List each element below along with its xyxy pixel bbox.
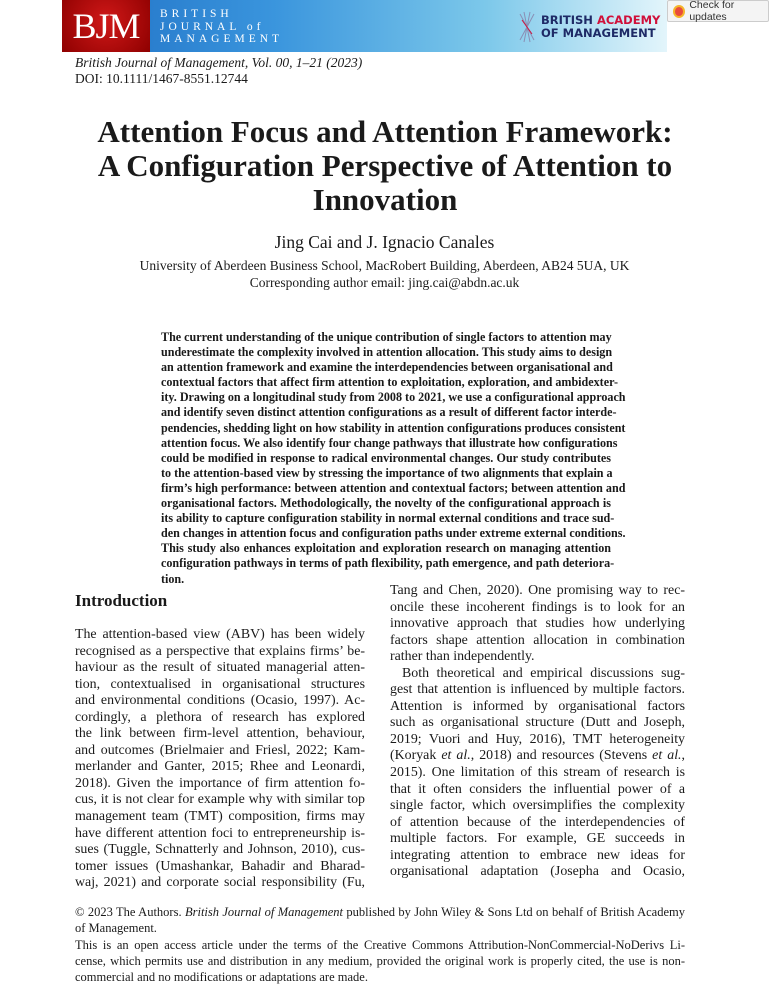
body-line: and environmental conditions (Ocasio, 1997). Ac- xyxy=(75,693,365,709)
journal-citation: British Journal of Management, Vol. 00, 1–21 (2023) xyxy=(75,55,363,70)
abstract-line: could be modified in response to radical environmental changes. Our study contributes xyxy=(161,450,611,465)
body-line: single factor, which oversimplifies the complexity xyxy=(390,798,685,814)
abstract-line: to the attention-based view by stressing the importance of two alignments that explain a xyxy=(161,465,613,480)
title-line: Attention Focus and Attention Framework: xyxy=(97,114,673,149)
body-line: Tang and Chen, 2020). One promising way to rec- xyxy=(390,583,685,598)
body-line: that it often considers the influential power of a xyxy=(390,781,685,797)
affiliation: University of Aberdeen Business School, MacRobert Building, Aberdeen, AB24 5UA, UK xyxy=(139,258,630,273)
body-line: integrating attention to embrace new ideas for xyxy=(390,847,685,863)
check-updates-label: Check for updates xyxy=(689,0,735,23)
body-line: gest that attention is influenced by multiple factors. xyxy=(390,682,685,698)
body-line: recognised as a perspective that explains firms’ be- xyxy=(75,643,365,659)
abstract-line: its ability to capture configuration stability in normal external conditions and trace sud- xyxy=(161,511,615,526)
license-footer xyxy=(75,904,685,985)
body-line: (Koryak et al., 2018) and resources (Stevens et al., xyxy=(390,748,686,764)
body-line: 2019; Vuori and Huy, 2016), TMT heterogeneity xyxy=(390,731,685,747)
footer-line: cense, which permits use and distribution in any medium, provided the original work is properly cited, the use is non- xyxy=(75,953,685,968)
abstract-line: pendencies, shedding light on how stability in attention configurations produces consistent xyxy=(161,420,626,435)
abstract-line: attention focus. We also identify four change pathways that illustrate how configurations xyxy=(161,435,618,450)
abstract-line: ity. Drawing on a longitudinal study from 2008 to 2021, we use a configurational approach xyxy=(161,390,626,405)
abstract-line: tion. xyxy=(161,571,185,586)
journal-name-line: JOURNAL of xyxy=(160,20,265,33)
footer-line: This is an open access article under the terms of the Creative Commons Attribution-NonCommercial-NoDerivs Li- xyxy=(75,937,685,952)
body-line: sues (Tuggle, Schnatterly and Johnson, 2010), cus- xyxy=(75,842,365,858)
abstract-line: an attention framework and examine the interdependencies between organisational and xyxy=(161,360,613,375)
body-line: 2015). One limitation of this stream of research is xyxy=(390,765,685,781)
academy-text-red: ACADEMY xyxy=(596,13,661,27)
body-line: 2018). Given the importance of firm attention fo- xyxy=(75,775,365,791)
body-line: factors shape attention allocation in combination xyxy=(390,632,685,648)
corresponding-email: Corresponding author email: jing.cai@abdn.ac.uk xyxy=(249,275,520,290)
body-line: oncile these incoherent findings is to look for an xyxy=(390,599,685,615)
body-line: tion, contextualised in organisational structures xyxy=(75,676,365,692)
abstract-line: This study also enhances exploitation and exploration research on managing attention xyxy=(161,541,611,556)
body-line: merlander and Ganter, 2015; Rhee and Leonardi, xyxy=(75,759,365,775)
authors: Jing Cai and J. Ignacio Canales xyxy=(274,232,495,252)
body-line: tomer issues (Umashankar, Bahadir and Bharad- xyxy=(75,858,365,874)
journal-name-line: MANAGEMENT xyxy=(160,33,284,45)
british-academy-logo xyxy=(518,10,660,44)
academy-mark-icon xyxy=(518,10,536,44)
check-for-updates-button[interactable] xyxy=(667,0,769,22)
abstract-line: contextual factors that affect firm attention to exploitation, exploration, and ambidexter- xyxy=(161,375,619,390)
abstract-line: organisational factors. Methodologically, the novelty of the configurational approach is xyxy=(161,496,611,511)
body-line: the link between firm-level attention, behaviour, xyxy=(75,726,365,742)
body-line: The attention-based view (ABV) has been widely xyxy=(75,627,365,642)
body-line: Attention is informed by organisational factors xyxy=(390,698,685,714)
bjm-logo: BJM xyxy=(62,0,150,52)
title-line: A Configuration Perspective of Attention to xyxy=(97,148,673,183)
abstract-line: configuration pathways in terms of path flexibility, path emergence, and path deteriora- xyxy=(161,556,615,571)
body-line: Both theoretical and empirical discussions sug- xyxy=(402,665,685,681)
abstract-line: den changes in attention focus and configuration paths under extreme external conditions. xyxy=(161,526,626,541)
footer-line: of Management. xyxy=(75,921,157,936)
affiliation-block xyxy=(0,257,769,291)
journal-name-line: BRITISH xyxy=(160,8,233,20)
body-line: cordingly, a plethora of research has explored xyxy=(75,709,365,725)
academy-text: BRITISH xyxy=(541,13,597,27)
bookmark-icon xyxy=(673,5,685,18)
body-line: innovative approach that studies how underlying xyxy=(390,616,685,632)
body-line: multiple factors. For example, GE succeeds in xyxy=(390,831,685,847)
academy-text: OF MANAGEMENT xyxy=(541,26,656,40)
body-line: such as organisational structure (Dutt and Joseph, xyxy=(390,715,685,731)
body-line: rather than independently. xyxy=(390,649,535,665)
body-line: waj, 2021) and corporate social responsibility (Fu, xyxy=(75,875,365,891)
abstract-line: firm’s high performance: between attention and contextual factors; between attention and xyxy=(161,480,626,495)
abstract-line: and identify seven distinct attention configurations as a result of different factor interde- xyxy=(161,405,617,420)
journal-name-logo xyxy=(160,8,283,46)
footer-line: commercial and no modifications or adaptations are made. xyxy=(75,970,368,985)
body-line: haviour as the result of situated managerial atten- xyxy=(75,660,365,676)
footer-line: © 2023 The Authors. British Journal of Management published by John Wiley & Sons Ltd on behalf of British Academy xyxy=(75,905,685,919)
citation-block xyxy=(75,55,362,87)
body-line: organisational adaptation (Josepha and Ocasio, xyxy=(390,864,685,880)
section-heading: Introduction xyxy=(75,591,168,610)
body-line: and outcomes (Brielmaier and Friesl, 2022; Kam- xyxy=(75,742,365,758)
body-line: cus, it is not clear for example why with similar top xyxy=(75,792,365,808)
body-left-column xyxy=(75,627,365,892)
title-line: Innovation xyxy=(312,182,458,217)
abstract-line: underestimate the complexity involved in attention allocation. This study aims to design xyxy=(161,345,613,360)
body-line: have different attention foci to entrepreneurship is- xyxy=(75,825,365,841)
body-right-column xyxy=(390,583,685,881)
abstract xyxy=(161,330,626,587)
body-line: of attention because of the interdependencies of xyxy=(390,814,685,830)
body-line: management team (TMT) composition, firms may xyxy=(75,809,365,825)
doi: DOI: 10.1111/1467-8551.12744 xyxy=(75,71,248,86)
abstract-line: The current understanding of the unique contribution of single factors to attention may xyxy=(161,330,612,344)
article-title xyxy=(40,115,730,217)
